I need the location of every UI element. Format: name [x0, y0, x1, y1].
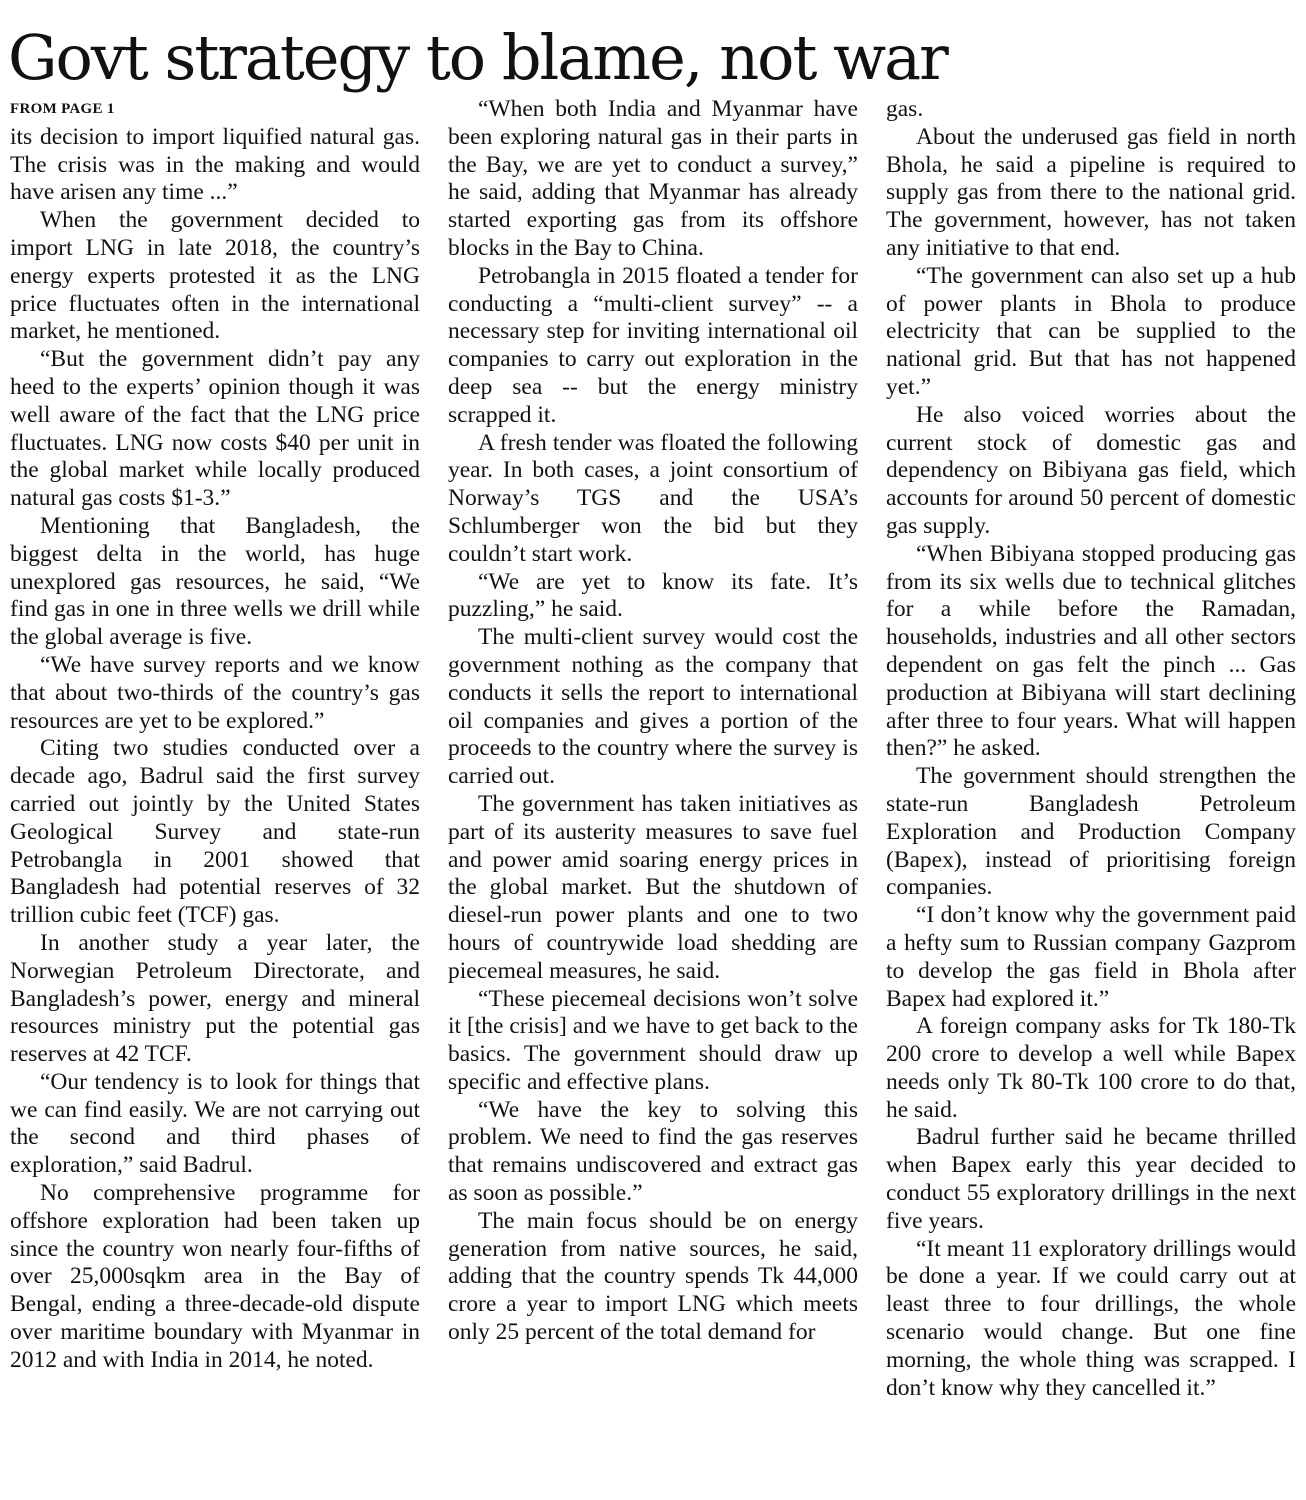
paragraph: The main focus should be on energy generation from native sources, he said, adding that the country spends Tk 44,000 crore a year to import LNG which meets only 25 percent of the total demand for: [448, 1207, 858, 1346]
paragraph: When the government decided to import LNG in late 2018, the country’s energy experts protested it as the LNG price fluctuates often in the international market, he mentioned.: [10, 207, 420, 345]
paragraph: “When both India and Myanmar have been exploring natural gas in their parts in the Bay, we are yet to conduct a survey,” he said, adding that Myanmar has already started exporting gas from its offshore blocks in the Bay to China.: [448, 96, 858, 261]
paragraph: its decision to import liquified natural gas. The crisis was in the making and would have arisen any time ...”: [10, 123, 420, 206]
paragraph: The government has taken initiatives as part of its austerity measures to save fuel and power amid soaring energy prices in the global market. But the shutdown of diesel-run power plants and one to two hours of countrywide load shedding are piecemeal measures, he said.: [448, 790, 858, 984]
paragraph: “The government can also set up a hub of power plants in Bhola to produce electricity that can be supplied to the national grid. But that has not happened yet.”: [886, 262, 1296, 400]
paragraph: “These piecemeal decisions won’t solve it [the crisis] and we have to get back to the basics. The government should draw up specific and effective plans.: [448, 985, 858, 1095]
paragraph: “It meant 11 exploratory drillings would be done a year. If we could carry out at least three to four drillings, the whole scenario would change. But one fine morning, the whole thing was scrapped. I don’t know why they cancelled it.”: [886, 1235, 1296, 1401]
continued-from-page-label: FROM PAGE 1: [10, 101, 115, 117]
paragraph: In another study a year later, the Norwegian Petroleum Directorate, and Bangladesh’s power, energy and mineral resources ministry put the potential gas reserves at 42 TCF.: [10, 929, 420, 1068]
article-column-2: [448, 96, 858, 1347]
paragraph: “We are yet to know its fate. It’s puzzling,” he said.: [448, 568, 858, 623]
paragraph: “When Bibiyana stopped producing gas from its six wells due to technical glitches for a while before the Ramadan, households, industries and all other sectors dependent on gas felt the pinch ... Gas production at Bibiyana will start declining after three to four years. What will happen then?” he asked.: [886, 540, 1296, 762]
paragraph: About the underused gas field in north Bhola, he said a pipeline is required to supply gas from there to the national grid. The government, however, has not taken any initiative to that end.: [886, 123, 1296, 261]
paragraph: Badrul further said he became thrilled when Bapex early this year decided to conduct 55 exploratory drillings in the next five years.: [886, 1124, 1296, 1234]
paragraph: A foreign company asks for Tk 180-Tk 200 crore to develop a well while Bapex needs only Tk 80-Tk 100 crore to do that, he said.: [886, 1013, 1296, 1123]
paragraph: Citing two studies conducted over a decade ago, Badrul said the first survey carried out jointly by the United States Geological Survey and state-run Petrobangla in 2001 showed that Bangladesh had potential reserves of 32 trillion cubic feet (TCF) gas.: [10, 735, 420, 929]
paragraph: A fresh tender was floated the following year. In both cases, a joint consortium of Norway’s TGS and the USA’s Schlumberger won the bid but they couldn’t start work.: [448, 429, 858, 567]
paragraph: “We have survey reports and we know that about two-thirds of the country’s gas resources are yet to be explored.”: [10, 651, 420, 734]
paragraph: The multi-client survey would cost the government nothing as the company that conducts it sells the report to international oil companies and gives a portion of the proceeds to the country where the survey is carried out.: [448, 624, 858, 790]
paragraph: “We have the key to solving this problem. We need to find the gas reserves that remains undiscovered and extract gas as soon as possible.”: [448, 1096, 858, 1207]
paragraph: No comprehensive programme for offshore exploration had been taken up since the country won nearly four-fifths of over 25,000sqkm area in the Bay of Bengal, ending a three-decade-old dispute over maritime boundary with Myanmar in 2012 and with India in 2014, he noted.: [10, 1180, 420, 1373]
paragraph: “I don’t know why the government paid a hefty sum to Russian company Gazprom to develop the gas field in Bhola after Bapex had explored it.”: [886, 902, 1296, 1012]
article-column-1: [10, 96, 420, 1375]
paragraph: “Our tendency is to look for things that we can find easily. We are not carrying out the second and third phases of exploration,” said Badrul.: [10, 1068, 420, 1179]
paragraph: The government should strengthen the state-run Bangladesh Petroleum Exploration and Production Company (Bapex), instead of prioritising foreign companies.: [886, 763, 1296, 901]
article-column-3: [886, 96, 1296, 1402]
paragraph: He also voiced worries about the current stock of domestic gas and dependency on Bibiyana gas field, which accounts for around 50 percent of domestic gas supply.: [886, 401, 1296, 539]
headline: Govt strategy to blame, not war: [8, 21, 947, 94]
paragraph: “But the government didn’t pay any heed to the experts’ opinion though it was well aware of the fact that the LNG price fluctuates. LNG now costs $40 per unit in the global market while locally produced natural gas costs $1-3.”: [10, 346, 420, 512]
paragraph: Petrobangla in 2015 floated a tender for conducting a “multi-client survey” -- a necessary step for inviting international oil companies to carry out exploration in the deep sea -- but the energy ministry scrapped it.: [448, 262, 858, 428]
paragraph: Mentioning that Bangladesh, the biggest delta in the world, has huge unexplored gas resources, he said, “We find gas in one in three wells we drill while the global average is five.: [10, 512, 420, 651]
paragraph: gas.: [886, 96, 924, 122]
